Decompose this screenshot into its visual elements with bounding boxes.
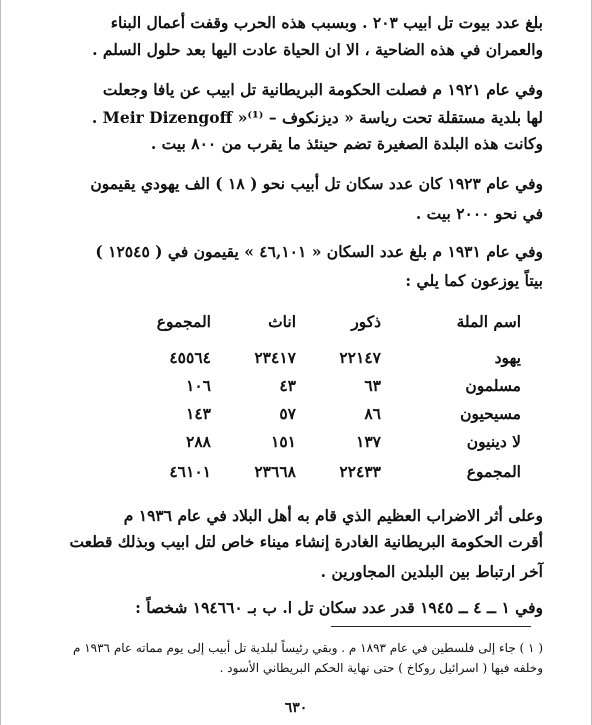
table-cell: ١٥١ [271, 432, 296, 451]
table-cell: لا دينيون [466, 432, 521, 451]
text-line-5: وكانت هذه البلدة الصغيرة تضم حينئذ ما يقرب من ٨٠٠ بيت . [150, 134, 543, 153]
table-cell: ٤٣ [279, 376, 296, 395]
table-cell: ٤٥٥٦٤ [169, 348, 211, 367]
table-cell: مسيحيون [460, 404, 521, 423]
footnote-divider [331, 626, 531, 627]
header-cell: اناث [268, 312, 296, 331]
table-cell: ٢٨٨ [186, 432, 211, 451]
footnote-line-1: ( ١ ) جاء إلى فلسطين في عام ١٨٩٣ م . وبقي رئيساً لبلدية تل أبيب إلى يوم مماته عام ١٩٣٦ م [72, 641, 543, 655]
table-row [181, 432, 521, 454]
table-cell: ١٣٧ [356, 432, 381, 451]
table-total-row [169, 462, 521, 484]
page-number: ٦٣٠ [284, 700, 308, 716]
table-cell: ١٠٦ [186, 376, 211, 395]
table-row [181, 404, 521, 426]
header-cell: اسم الملة [456, 312, 521, 331]
text-line-8: وفي عام ١٩٣١ م بلغ عدد السكان « ٤٦,١٠١ » يقيمون في ( ١٢٥٤٥ ) [95, 242, 543, 261]
text-line-7: في نحو ٢٠٠٠ بيت . [415, 204, 543, 223]
text-line-10: وعلى أثر الاضراب العظيم الذي قام به أهل البلاد في عام ١٩٣٦ م [123, 506, 543, 525]
table-cell: ٢٣٤١٧ [254, 348, 296, 367]
table-cell: ٢٢١٤٧ [339, 348, 381, 367]
text-line-11: أقرت الحكومة البريطانية الغادرة إنشاء ميناء خاص لتل ابيب وبذلك قطعت [69, 532, 543, 551]
table-header-row [156, 312, 521, 334]
text-line-13: وفي ١ ــ ٤ ــ ١٩٤٥ قدر عدد سكان تل ا. ب بـ ١٩٤٦٦٠ شخصاً : [135, 598, 543, 617]
table-cell: ٢٢٤٣٣ [339, 462, 381, 481]
text-line-2: والعمران في هذه الضاحية ، الا ان الحياة عادت اليها بعد حلول السلم . [92, 40, 543, 59]
table-row [169, 348, 521, 370]
table-cell: ٥٧ [279, 404, 296, 423]
table-cell: ٢٣٦٦٨ [254, 462, 296, 481]
text-line-12: آخر ارتباط بين البلدين المجاورين . [320, 562, 543, 581]
text-line-6: وفي عام ١٩٢٣ كان عدد سكان تل أبيب نحو ( ١٨ ) الف يهودي يقيمون [90, 174, 543, 193]
table-cell: مسلمون [465, 376, 521, 395]
table-cell: المجموع [466, 462, 521, 481]
header-cell: ذكور [351, 312, 381, 331]
text-line-3: وفي عام ١٩٢١ م فصلت الحكومة البريطانية تل ابيب عن يافا وجعلت [102, 80, 543, 99]
text-line-9: بيتاً يوزعون كما يلي : [405, 271, 543, 290]
text-line-1: بلغ عدد بيوت تل ابيب ٢٠٣ . وبسبب هذه الحرب وقفت أعمال البناء [110, 13, 543, 32]
header-cell: المجموع [156, 312, 211, 331]
table-cell: يهود [494, 348, 521, 367]
table-cell: ٦٣ [364, 376, 381, 395]
table-cell: ٨٦ [364, 404, 381, 423]
table-cell: ٤٦١٠١ [169, 462, 211, 481]
table-row [181, 376, 521, 398]
footnote-line-2: وخلفه فيها ( اسرائيل روكاخ ) حتى نهاية الحكم البريطاني الأسود . [219, 661, 543, 675]
table-cell: ١٤٣ [186, 404, 211, 423]
text-line-4: لها بلدية مستقلة تحت رياسة « ديزنكوف – Meir Dizengoff »⁽¹⁾ . [91, 108, 543, 127]
